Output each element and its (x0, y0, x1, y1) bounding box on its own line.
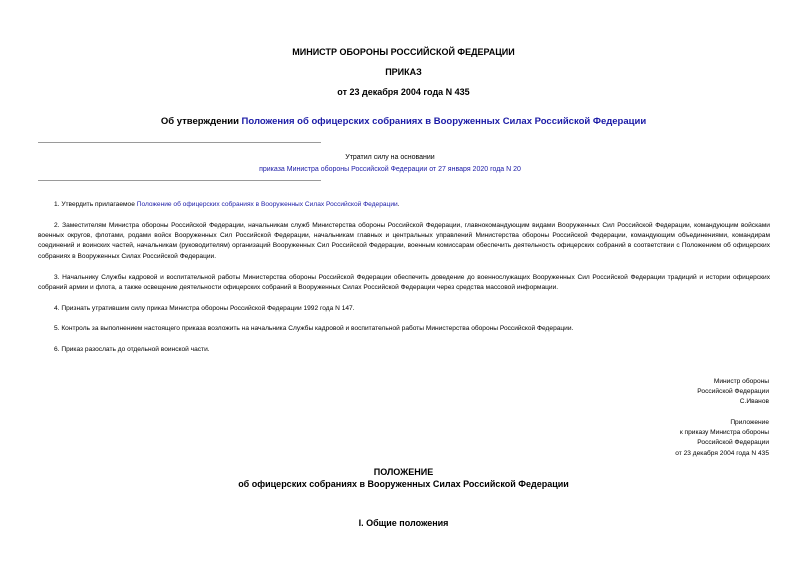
divider-bottom (38, 180, 321, 181)
appendix-line-2: к приказу Министра обороны (679, 429, 769, 437)
title-prefix: Об утверждении (160, 116, 239, 127)
section-1-heading: I. Общие положения (358, 518, 449, 528)
paragraph-4: 4. Признать утратившим силу приказ Министра обороны Российской Федерации 1992 года N 147. (54, 305, 355, 312)
appendix-line-4: от 23 декабря 2004 года N 435 (675, 449, 769, 457)
signature-block (549, 377, 769, 408)
paragraph-5: 5. Контроль за выполнением настоящего приказа возложить на начальника Службы кадровой и воспитательной работы Министерства обороны Российской Федерации. (54, 325, 574, 332)
appendix-line-1: Приложение (730, 419, 769, 426)
signature-name: С.Иванов (739, 398, 769, 406)
signature-line-1: Министр обороны (713, 378, 769, 385)
paragraph-6: 6. Приказ разослать до отдельной воинской части. (54, 346, 210, 353)
p1-link[interactable]: Положение об офицерских собраниях в Вооруженных Силах Российской Федерации (136, 201, 398, 208)
divider-top (38, 142, 321, 143)
p1-prefix: 1. Утвердить прилагаемое (54, 201, 135, 208)
status-note-text: Утратил силу на основании (345, 154, 435, 161)
document-title (0, 116, 807, 127)
signature-line-2: Российской Федерации (697, 388, 769, 396)
paragraph-1 (38, 200, 770, 210)
ministry-heading: МИНИСТР ОБОРОНЫ РОССИЙСКОЙ ФЕДЕРАЦИИ (292, 47, 515, 57)
status-note (225, 152, 555, 176)
paragraph-2: 2. Заместителям Министра обороны Российской Федерации, начальникам служб Министерства обороны Российской Федерации, главнокомандующим видами Вооруженных Сил Российской Федерации, командующим войсками военных округов, флотами, родами войск Вооруженных Сил Российской Федерации, начальникам главных и центральных управлений Министерства обороны Российской Федерации, командующим объединениями, командирам соединений и воинских частей, начальникам (руководителям) организаций Вооруженных Сил Российской Федерации, военным комиссарам обеспечить деятельность офицерских собраний в соответствии с Положением об офицерских собраниях в Вооруженных Силах Российской Федерации. (38, 222, 770, 260)
regulation-subheading: об офицерских собраниях в Вооруженных Силах Российской Федерации (238, 479, 569, 489)
appendix-line-3: Российской Федерации (697, 439, 769, 447)
status-note-link[interactable]: приказа Министра обороны Российской Федерации от 27 января 2020 года N 20 (259, 166, 521, 173)
doc-date-number: от 23 декабря 2004 года N 435 (337, 87, 470, 97)
p1-suffix: . (397, 201, 400, 208)
appendix-block (549, 418, 769, 459)
regulation-heading: ПОЛОЖЕНИЕ (373, 467, 434, 477)
paragraph-3: 3. Начальнику Службы кадровой и воспитательной работы Министерства обороны Российской Федерации обеспечить доведение до военнослужащих Вооруженных Сил Российской Федерации традиций и истории офицерских собраний армии и флота, а также освещение деятельности офицерских собраний в Вооруженных Силах Российской Федерации через средства массовой информации. (38, 274, 770, 292)
doc-type-heading: ПРИКАЗ (385, 67, 422, 77)
title-link[interactable]: Положения об офицерских собраниях в Вооруженных Силах Российской Федерации (241, 116, 647, 127)
